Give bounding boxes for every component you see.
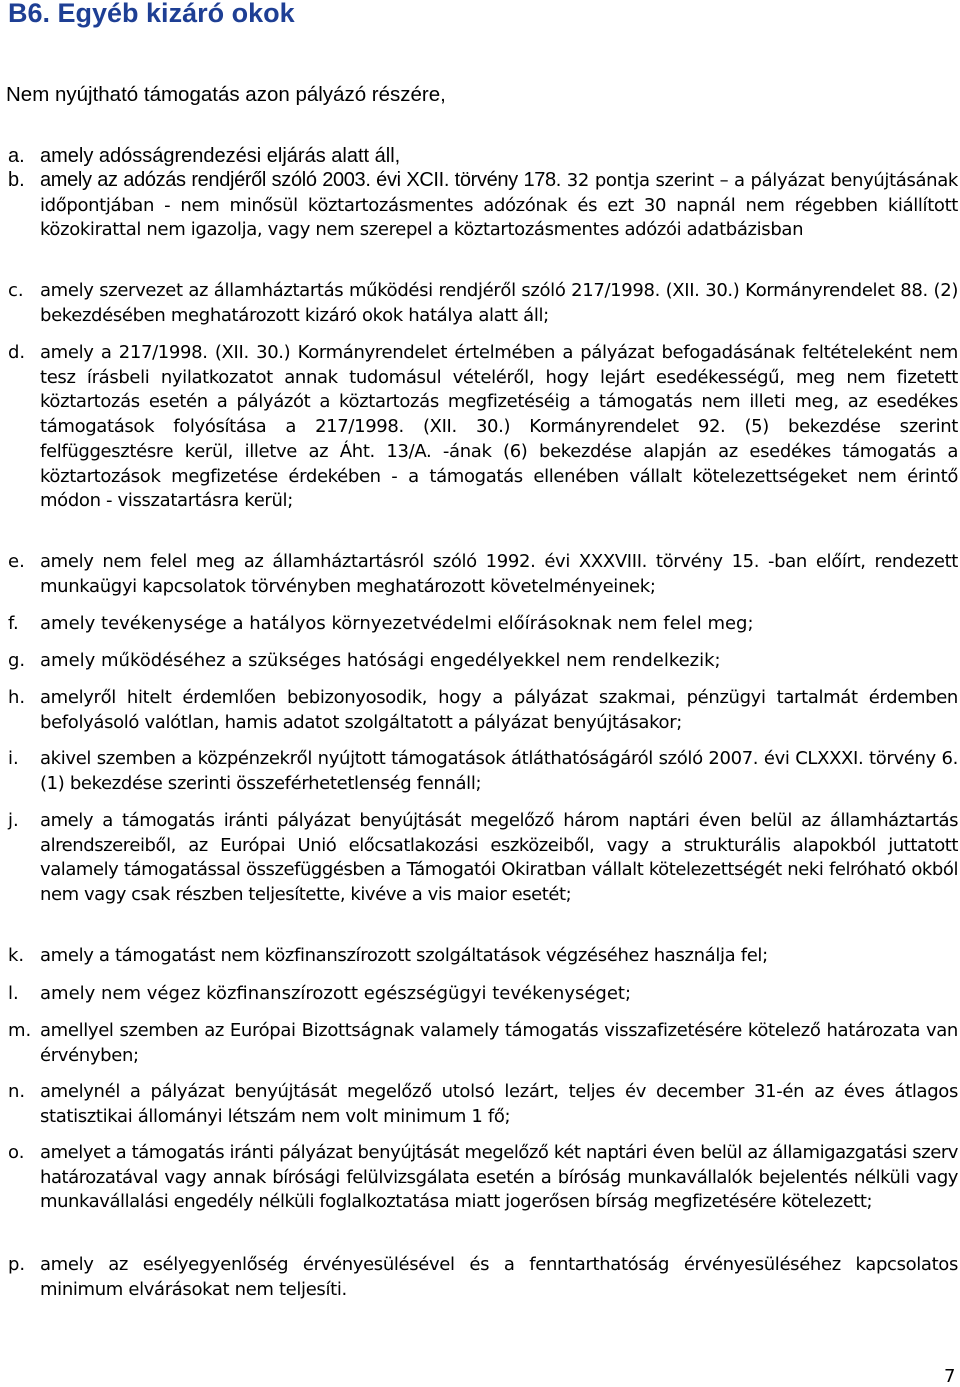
intro-sentence: Nem nyújtható támogatás azon pályázó részére, <box>6 83 446 106</box>
item-text <box>40 168 958 243</box>
item-letter: p. <box>8 1254 26 1275</box>
item-letter: n. <box>8 1081 26 1102</box>
item-text: amelynél a pályázat benyújtását megelőző utolsó lezárt, teljes év december 31-én az éves átlagos statisztikai állományi létszám nem volt minimum 1 fő; <box>40 1081 958 1127</box>
item-letter: c. <box>8 280 24 301</box>
item-text: amelyet a támogatás iránti pályázat benyújtását megelőző két naptári éven belül az államigazgatási szerv határozatával vagy annak bírósági felülvizsgálata esetén a bíróság munkavállalók bejelentés nélküli vagy munkavállalási engedély nélküli foglalkoztatása miatt jogerősen bírság megfizetésére kötelezett; <box>40 1142 958 1213</box>
item-text: akivel szemben a közpénzekről nyújtott támogatások átláthatóságáról szóló 2007. évi CLXXXI. törvény 6. (1) bekezdése szerinti összeférhetetlenség fennáll; <box>40 748 958 794</box>
item-letter: g. <box>8 650 26 671</box>
item-text-part: 32 pontja szerint – a pályázat benyújtásának időpontjában - nem minősül köztartozásmentes adózónak és ezt 30 napnál nem régebben kiállított közokirattal nem igazolja, vagy nem szerepel a köztartozásmentes adózói adatbázisban <box>40 170 958 241</box>
item-text: amellyel szemben az Európai Bizottságnak valamely támogatás visszafizetésére kötelező határozata van érvényben; <box>40 1020 958 1066</box>
item-text: amely szervezet az államháztartás működési rendjéről szóló 217/1998. (XII. 30.) Kormányrendelet 88. (2) bekezdésében meghatározott kizáró okok hatálya alatt áll; <box>40 280 958 326</box>
list-item-i <box>0 747 960 796</box>
page-number: 7 <box>944 1366 956 1387</box>
item-text: amely adósságrendezési eljárás alatt áll, <box>40 145 401 167</box>
item-letter: f. <box>8 613 19 634</box>
item-letter: k. <box>8 945 25 966</box>
item-text: amely a támogatást nem közfinanszírozott szolgáltatások végzéséhez használja fel; <box>40 945 768 966</box>
list-item-b <box>0 168 960 243</box>
item-letter: h. <box>8 687 26 708</box>
list-item-c <box>0 279 960 328</box>
item-letter: m. <box>8 1020 32 1041</box>
list-item-m <box>0 1019 960 1068</box>
list-item-e <box>0 550 960 599</box>
item-letter: l. <box>8 983 19 1004</box>
list-item-k <box>0 944 960 969</box>
item-text: amelyről hitelt érdemlően bebizonyosodik, hogy a pályázat szakmai, pénzügyi tartalmát érdemben befolyásoló valótlan, hamis adatot szolgáltatott a pályázat benyújtásakor; <box>40 687 958 733</box>
item-letter: j. <box>8 810 19 831</box>
list-item-d <box>0 341 960 514</box>
item-letter: i. <box>8 748 19 769</box>
list-item-g <box>0 649 960 674</box>
item-text-part: amely az adózás rendjéről szóló 2003. évi XCII. törvény 178. <box>40 169 561 191</box>
list-item-l <box>0 982 960 1007</box>
item-text: amely nem végez közfinanszírozott egészségügyi tevékenységet; <box>40 983 632 1004</box>
item-letter: b. <box>8 169 25 191</box>
list-item-f <box>0 612 960 637</box>
item-letter: o. <box>8 1142 25 1163</box>
item-text: amely a támogatás iránti pályázat benyújtását megelőző három naptári éven belül az államháztartás alrendszereiből, az Európai Unió előcsatlakozási eszközeiből, vagy a strukturális alapokból juttatott valamely támogatással összefüggésben a Támogatói Okiratban vállalt kötelezettségét neki felróható okból nem vagy csak részben teljesítette, kivéve a vis maior esetét; <box>40 810 958 906</box>
item-letter: e. <box>8 551 25 572</box>
list-item-o <box>0 1141 960 1215</box>
list-item-a <box>0 144 960 168</box>
section-heading: B6. Egyéb kizáró okok <box>8 0 295 28</box>
item-text: amely a 217/1998. (XII. 30.) Kormányrendelet értelmében a pályázat befogadásának feltételeként nem tesz írásbeli nyilatkozatot annak tudomásul vételéről, hogy lejárt esedékességű, meg nem fizetett köztartozás esetén a pályázót a köztartozás megfizetéséig a támogatás nem illeti meg, az esedékes támogatások folyósítása a 217/1998. (XII. 30.) Kormányrendelet 92. (5) bekezdése szerint felfüggesztésre kerül, illetve az Áht. 13/A. -ának (6) bekezdése alapján az esedékes támogatás a köztartozások megfizetése érdekében - a támogatás ellenében vállalt kötelezettségeket nem érintő módon - visszatartásra kerül; <box>40 342 958 512</box>
list-item-j <box>0 809 960 908</box>
item-letter: a. <box>8 145 25 167</box>
item-text: amely nem felel meg az államháztartásról szóló 1992. évi XXXVIII. törvény 15. -ban előírt, rendezett munkaügyi kapcsolatok törvényben meghatározott követelményeinek; <box>40 551 958 597</box>
list-item-p <box>0 1253 960 1302</box>
item-text: amely az esélyegyenlőség érvényesülésével és a fenntarthatóság érvényesüléséhez kapcsolatos minimum elvárásokat nem teljesíti. <box>40 1254 958 1300</box>
item-letter: d. <box>8 342 26 363</box>
item-text: amely működéséhez a szükséges hatósági engedélyekkel nem rendelkezik; <box>40 650 721 671</box>
item-text: amely tevékenysége a hatályos környezetvédelmi előírásoknak nem felel meg; <box>40 613 754 634</box>
list-item-n <box>0 1080 960 1129</box>
list-item-h <box>0 686 960 735</box>
